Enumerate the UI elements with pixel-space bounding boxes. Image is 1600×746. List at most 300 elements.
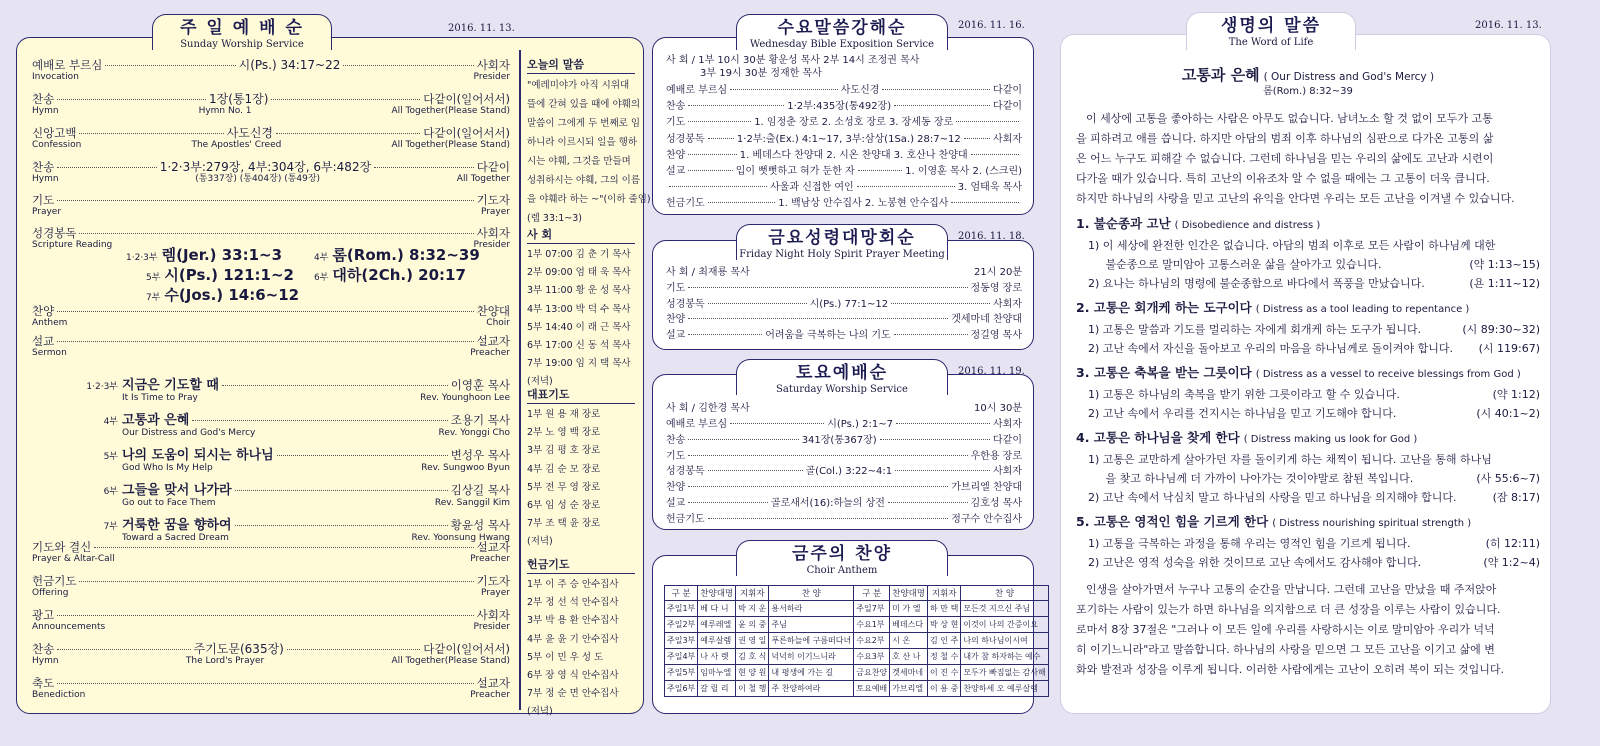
sunday-order [32, 56, 510, 706]
leader-dots [708, 470, 803, 471]
life-point-item [1076, 255, 1540, 274]
friday-tab [736, 224, 948, 260]
sat-item-content: 시(Ps.) 2:1~7 [827, 419, 893, 430]
wed-item-content: 사도신경 [840, 85, 880, 96]
todays-word-line: 성취하시는 야훼, 그의 이름 [527, 175, 641, 186]
sunday-anthem-line [32, 304, 510, 318]
presiders-line: 6부 17:00 신 동 석 목사 [527, 340, 631, 352]
life-point [1076, 511, 1540, 572]
sunday-item-content-english: (통337장) (통404장) (통49장) [195, 174, 321, 184]
leader-dots [57, 649, 190, 650]
wednesday-title: 수요말씀강해순 [777, 18, 907, 38]
life-point-title: 5. 고통은 영적인 힘을 기르게 한다 [1076, 514, 1269, 529]
sunday-item [32, 193, 510, 218]
fri-presider: 사 회 / 최재룡 목사 [666, 267, 750, 278]
wed-item-label: 성경봉독 [666, 133, 705, 145]
sunday-item-label: 신앙고백 [32, 126, 77, 140]
paragraph-line: 하지만 하나님의 사랑을 믿고 고난의 유익을 안다면 우리는 모든 고난을 이겨낼 수 있습니다. [1076, 192, 1515, 205]
scripture-reading [126, 244, 282, 265]
todays-word [527, 56, 651, 228]
wed-item-label: 헌금기도 [666, 198, 705, 210]
sunday-sermon [32, 334, 510, 359]
wed-item-content: 1·2부:435장(통492장) [787, 101, 892, 113]
leader-dots [708, 202, 776, 203]
paragraph-line: 인생을 살아가면서 누구나 고통의 순간을 만납니다. 그런데 고난을 만났을 때 주저앉아 [1086, 583, 1497, 596]
sat-item-role: 다같이 [993, 434, 1022, 446]
life-point [1076, 427, 1540, 507]
sat-item [666, 434, 1022, 448]
representative-prayer-title: 대표기도 [527, 386, 635, 404]
sat-item-role: 사회자 [993, 466, 1023, 478]
sunday-item-label: 예배로 부르심 [32, 58, 103, 72]
anthem-cell: 윤 의 중 [736, 617, 769, 633]
anthem-cell: 내가 참 하자하는 예수 [961, 649, 1048, 665]
offering-prayer-title: 헌금기도 [527, 556, 635, 574]
leader-dots [708, 138, 734, 139]
life-title: 생명의 말씀 [1220, 16, 1322, 36]
anthem-cell: 수요1부 [854, 617, 890, 633]
anthem-cell: 넉넉히 이기느니라 [769, 649, 854, 665]
anthem-cell: 수요2부 [854, 633, 890, 649]
sunday-item-label: 찬송 [32, 160, 55, 174]
table-row [665, 601, 1049, 617]
wed-item-role: 다같이 [993, 101, 1023, 113]
offering-prayer-line: 2부 정 선 석 안수집사 [527, 597, 619, 609]
life-point-ref: (시 89:30~32) [1462, 323, 1540, 336]
life-point-ref: (잠 8:17) [1492, 491, 1540, 504]
sunday-date: 2016. 11. 13. [448, 23, 515, 34]
life-point-ref: (사 55:6~7) [1476, 472, 1540, 485]
anthem-cell: 나 사 렛 [698, 649, 736, 665]
representative-prayer-line: 4부 김 순 모 장로 [527, 463, 601, 475]
anthem-cell: 박 지 운 [736, 601, 769, 617]
wed-item-label: 기도 [666, 117, 686, 129]
anthem-cell: 주일2부 [665, 617, 698, 633]
sunday-item-line [32, 540, 510, 554]
sat-item [666, 450, 1022, 464]
presiders-line: (저녁) [527, 376, 553, 388]
offering-prayer-line: (저녁) [527, 706, 553, 718]
wed-item-label: 찬송 [666, 101, 686, 113]
sermon-title: 나의 도움이 되시는 하나님 [122, 448, 274, 463]
sat-item [666, 465, 1022, 479]
leader-dots [105, 65, 235, 66]
sunday-item-line [32, 676, 510, 690]
sat-item-role: 정구수 안수집사 [951, 513, 1022, 525]
paragraph-line: 로마서 8장 37절은 "그러나 이 모든 일에 우리를 사랑하시는 이로 말미암아 우리가 넉넉 [1076, 623, 1495, 636]
life-point-text: 1) 이 세상에 완전한 인간은 없습니다. 아담의 범죄 이후로 모든 사람이 하나님께 대한 [1088, 239, 1496, 252]
table-row [665, 649, 1049, 665]
friday-subtitle: Friday Night Holy Spirit Prayer Meeting [739, 249, 945, 260]
fri-item-label: 기도 [666, 283, 686, 294]
sermon-part: 4부 [103, 417, 118, 427]
fri-time: 21시 20분 [974, 267, 1022, 278]
life-point-ref: (약 1:12) [1492, 388, 1540, 401]
sunday-item-role-english: Preacher [470, 554, 510, 564]
friday-title: 금요성령대망회순 [768, 228, 916, 248]
scripture-ref: 렘(Jer.) 33:1~3 [161, 246, 283, 264]
sermon-part: 1·2·3부 [86, 382, 118, 392]
sunday-item-line [32, 160, 510, 174]
sunday-item-sub [32, 622, 510, 633]
anthem-tab [736, 540, 948, 576]
leader-dots [730, 423, 824, 424]
life-point-heading [1076, 297, 1540, 320]
leader-dots [688, 287, 967, 288]
scripture-ref: 대하(2Ch.) 20:17 [332, 266, 466, 284]
offering-prayer-line: 6부 장 영 식 안수집사 [527, 670, 619, 682]
leader-dots [688, 334, 762, 335]
anthem-cell: 주일6부 [665, 681, 698, 697]
scripture-part: 4부 [314, 253, 329, 263]
leader-dots [57, 341, 473, 342]
todays-word-line: 말씀이 그에게 두 번째로 임 [527, 118, 641, 129]
life-point-item [1076, 404, 1540, 423]
presiders-line: 4부 13:00 박 덕 수 목사 [527, 303, 631, 315]
sunday-item-sub [32, 588, 510, 599]
scripture-reading [146, 284, 299, 305]
leader-dots [57, 683, 473, 684]
leader-dots [57, 311, 473, 312]
paragraph-line: 은 어느 누구도 피해갈 수 없습니다. 그런데 하나님을 믿는 우리의 삶에도 고난과 시련이 [1076, 152, 1494, 165]
saturday-title: 토요예배순 [795, 363, 889, 383]
paragraph-line: 이 세상에 고통을 좋아하는 사람은 아무도 없습니다. 남녀노소 할 것 없이 모두가 고통 [1086, 112, 1493, 125]
sermon-title-english: Toward a Sacred Dream [122, 533, 229, 543]
scripture-part: 1·2·3부 [126, 253, 158, 263]
sermon-title: 지금은 기도할 때 [122, 378, 219, 393]
sat-presider: 사 회 / 김한경 목사 [666, 403, 750, 414]
paragraph-line: 다가올 때가 있습니다. 특히 고난의 이유조차 알 수 없을 때에는 그 고통이 더욱 큽니다. [1076, 172, 1490, 185]
life-point-text: 을 찾고 하나님께 더 가까이 나아가는 것이야말로 참된 복입니다. [1088, 472, 1414, 485]
sunday-item-role-english: Prayer [480, 588, 510, 598]
leader-dots [235, 490, 448, 491]
wed-item-label: 예배로 부르심 [666, 85, 728, 96]
life-tab [1186, 12, 1356, 50]
wednesday-date: 2016. 11. 16. [958, 20, 1025, 31]
life-point-title: 4. 고통은 하나님을 찾게 한다 [1076, 430, 1240, 445]
sunday-sermon-sub [32, 348, 510, 359]
sunday-item-label: 기도 [32, 193, 55, 207]
anthem-header: 지휘자 [928, 586, 961, 601]
paragraph-line: 포기하는 사람이 있는가 하면 하나님을 의지함으로 더 큰 성장을 이루는 사람이 있습니다. [1076, 603, 1501, 616]
sat-item-role: 우한용 장로 [970, 450, 1022, 462]
scripture-reading [314, 264, 466, 285]
sunday-item [32, 160, 510, 185]
leader-dots [57, 167, 157, 168]
sunday-item-line [32, 126, 510, 140]
leader-dots [857, 186, 955, 187]
sunday-item-label: 광고 [32, 608, 55, 622]
sunday-item-role: 다같이(일어서서) [423, 642, 511, 656]
wed-item-role: 1. 이영훈 목사 2. (스크린) [905, 166, 1023, 177]
anthem-cell: 현 양 원 [736, 665, 769, 681]
life-point-english: ( Distress making us look for God ) [1243, 434, 1418, 445]
sat-item-label: 찬송 [666, 434, 686, 446]
sunday-item [32, 58, 510, 83]
leader-dots [57, 200, 473, 201]
presiders-line: 5부 14:40 이 래 근 목사 [527, 321, 631, 333]
anthem-header-row [665, 586, 1049, 601]
anthem-cell: 권 영 일 [736, 633, 769, 649]
todays-word-line: 시는 야훼, 그것을 만들며 [527, 156, 631, 167]
life-point-item [1076, 450, 1540, 469]
sat-item-label: 찬양 [666, 482, 686, 494]
sunday-item-role-english: Prayer [480, 207, 510, 217]
sermon-preacher: 조용기 목사 [450, 413, 510, 427]
leader-dots [708, 303, 807, 304]
sunday-item-role: 다같이 [476, 160, 511, 174]
scripture-part: 5부 [146, 273, 161, 283]
leader-dots [880, 439, 990, 440]
life-sermon-english: ( Our Distress and God's Mercy ) [1263, 71, 1435, 83]
life-point-ref: (욘 1:11~12) [1469, 277, 1540, 290]
leader-dots [79, 133, 223, 134]
sermon-preacher: 변성우 목사 [450, 448, 510, 462]
sunday-sermon-role: 설교자 [476, 334, 510, 348]
anthem-cell: 예루살렘 [698, 633, 736, 649]
fri-item-role: 정길영 목사 [970, 329, 1022, 341]
life-point-text: 1) 고통을 극복하는 과정을 통해 우리는 영적인 힘을 기르게 됩니다. [1088, 537, 1411, 550]
sunday-sermon-role-english: Preacher [470, 348, 510, 358]
wednesday-tab [736, 14, 948, 50]
anthem-cell: 박 상 현 [928, 617, 961, 633]
sat-item [666, 497, 1022, 511]
fri-item-role: 겟세마네 찬양대 [951, 314, 1022, 325]
sunday-item-line [32, 574, 510, 588]
leader-dots [688, 154, 736, 155]
anthem-cell: 주일7부 [854, 601, 890, 617]
sunday-item-sub [32, 207, 510, 218]
leader-dots [891, 303, 990, 304]
wednesday-presiders-2: 3부 19시 30분 정재한 목사 [700, 68, 822, 79]
sunday-sermon-label: 설교 [32, 334, 55, 348]
representative-prayer-line: 2부 노 영 백 장로 [527, 427, 601, 439]
sunday-item [32, 608, 510, 633]
life-point-item [1076, 469, 1540, 488]
anthem-header: 찬양대명 [698, 586, 736, 601]
sat-item-label: 설교 [666, 498, 686, 509]
life-point-ref: (시 40:1~2) [1476, 407, 1540, 420]
offering-prayer-line: 1부 이 주 승 안수집사 [527, 579, 619, 590]
table-row [665, 633, 1049, 649]
sermon-preacher: 황윤성 목사 [450, 518, 510, 532]
wed-item-content: 입이 뻣뻣하고 혀가 둔한 자 [735, 166, 855, 177]
scripture-reading [146, 264, 294, 285]
fri-item [666, 298, 1022, 312]
fri-item-label: 설교 [666, 329, 686, 341]
representative-prayer-line: 5부 전 무 영 장로 [527, 481, 601, 493]
wed-item [666, 116, 1022, 130]
leader-dots [192, 420, 447, 421]
presiders [527, 226, 635, 392]
sunday-item-sub [32, 174, 510, 185]
sermon-title: 그들을 맞서 나가라 [122, 483, 232, 498]
friday-date: 2016. 11. 18. [958, 231, 1025, 242]
sermon-title-english: It Is Time to Pray [122, 393, 198, 403]
sunday-item-role-english: Presider [473, 622, 510, 632]
life-point-heading [1076, 213, 1540, 236]
leader-dots [57, 615, 473, 616]
representative-prayer [527, 386, 635, 552]
sat-item-content: 골로새서(16):하늘의 상전 [770, 498, 885, 509]
sunday-item-english: Hymn [32, 106, 59, 116]
sunday-item-line [32, 193, 510, 207]
life-point-ref: (히 12:11) [1485, 537, 1540, 550]
anthem-cell: 베 다 니 [698, 601, 736, 617]
anthem-cell: 주일3부 [665, 633, 698, 649]
paragraph-line: 화와 발전과 성장을 이루게 됩니다. 이러한 사람에게는 고난이 오히려 복이 되는 것입니다. [1076, 663, 1504, 676]
anthem-cell: 내 평생에 가는 길 [769, 665, 854, 681]
sunday-item-label: 헌금기도 [32, 574, 77, 588]
sunday-sidebar [527, 56, 651, 718]
sunday-item-label: 기도와 결신 [32, 540, 92, 554]
sunday-item-role-english: Presider [473, 240, 510, 250]
leader-dots [971, 154, 1019, 155]
anthem-cell: 겟세마네 [890, 665, 928, 681]
sunday-sermon-line [32, 334, 510, 348]
sunday-item-role-english: All Together(Please Stand) [391, 106, 510, 116]
anthem-cell: 주일4부 [665, 649, 698, 665]
representative-prayer-line: 7부 조 택 윤 장로 [527, 518, 601, 530]
leader-dots [688, 502, 768, 503]
leader-dots [894, 105, 990, 106]
fri-item-label: 성경봉독 [666, 298, 705, 310]
presiders-line: 1부 07:00 김 춘 기 목사 [527, 249, 631, 260]
sat-time: 10시 30분 [974, 403, 1022, 414]
life-point-item [1076, 488, 1540, 507]
leader-dots [688, 105, 784, 106]
sat-item-role: 가브리엘 찬양대 [951, 482, 1022, 494]
leader-dots [688, 486, 948, 487]
wed-item [666, 84, 1022, 98]
leader-dots [896, 423, 990, 424]
sunday-item [32, 92, 510, 117]
todays-word-line: 하니라 이르시되 일을 행하 [527, 137, 638, 148]
sunday-item-content: 1·2·3부:279장, 4부:304장, 6부:482장 [159, 160, 372, 174]
representative-prayer-line: 3부 김 평 호 장로 [527, 445, 601, 457]
wed-item-role: 사회자 [993, 133, 1023, 145]
sermon-preacher-english: Rev. Sungwoo Byun [421, 463, 510, 473]
sunday-item-content: 사도신경 [226, 126, 274, 140]
sunday-anthem-label: 찬양 [32, 304, 55, 318]
sunday-item-content: 주기도문(635장) [193, 642, 284, 656]
wed-item [666, 133, 1022, 147]
sunday-anthem-sub [32, 318, 510, 329]
sat-item [666, 418, 1022, 432]
todays-word-title: 오늘의 말씀 [527, 56, 635, 74]
fri-item-content: 어려움을 극복하는 나의 기도 [765, 329, 891, 341]
fri-item-role: 사회자 [993, 298, 1023, 310]
life-sermon-heading [1076, 64, 1540, 85]
sunday-item-role-english: Preacher [470, 690, 510, 700]
wed-item-role: 3. 엄태욱 목사 [957, 182, 1022, 194]
anthem-cell: 이것이 나의 간증이요 [961, 617, 1048, 633]
sunday-item-role-english: Presider [473, 72, 510, 82]
wed-item-label: 찬양 [666, 149, 686, 161]
scripture-ref: 수(Jos.) 14:6~12 [164, 286, 300, 304]
sunday-item-label: 찬송 [32, 92, 55, 106]
leader-dots [888, 502, 968, 503]
anthem-cell: 용서하라 [769, 601, 854, 617]
wed-item-content: 1. 백남상 안수집사 2. 노봉현 안수집사 [778, 198, 949, 210]
sunday-item [32, 540, 510, 565]
life-point-text: 2) 고난 속에서 낙심치 말고 하나님의 사랑을 믿고 하나님을 의지해야 합니다. [1088, 491, 1457, 504]
sunday-item-role: 사회자 [476, 608, 510, 622]
life-point-text: 1) 고통은 하나님의 축복을 받기 위한 그릇이라고 할 수 있습니다. [1088, 388, 1400, 401]
saturday-date: 2016. 11. 19. [958, 366, 1025, 377]
life-point-text: 불순종으로 말미암아 고통스러운 삶을 살아가고 있습니다. [1088, 258, 1382, 271]
scripture-reading [314, 244, 480, 265]
sunday-item-label: 찬송 [32, 642, 55, 656]
anthem-cell: 주일5부 [665, 665, 698, 681]
leader-dots [688, 439, 798, 440]
wednesday-order [666, 54, 1022, 210]
offering-prayer-line: 3부 박 용 환 안수집사 [527, 615, 619, 627]
paragraph-line: 히 이기느니라"라고 말씀합니다. 하나님의 사랑을 믿으면 그 모든 고난을 이기고 삶에 변 [1076, 643, 1495, 656]
saturday-subtitle: Saturday Worship Service [776, 384, 908, 395]
presiders-title: 사 회 [527, 226, 635, 244]
leader-dots [57, 99, 206, 100]
representative-prayer-line: 1부 원 용 재 장로 [527, 409, 601, 420]
fri-item [666, 329, 1022, 343]
sermon-preacher-english: Rev. Younghoon Lee [420, 393, 510, 403]
leader-dots [964, 138, 990, 139]
fri-item [666, 282, 1022, 296]
sermon-entry [70, 409, 510, 439]
sunday-item-role: 사회자 [476, 58, 511, 72]
life-point-title: 1. 불순종과 고난 [1076, 216, 1171, 231]
sunday-item-english: Offering [32, 588, 69, 598]
leader-dots [79, 581, 473, 582]
leader-dots [882, 89, 990, 90]
anthem-cell: 호 산 나 [890, 649, 928, 665]
sunday-item-english: Prayer [32, 207, 62, 217]
sunday-item-english: Invocation [32, 72, 79, 82]
leader-dots [343, 65, 473, 66]
wed-item-content: 1. 임정춘 장로 2. 소성호 장로 3. 장세동 장로 [754, 117, 954, 129]
anthem-cell: 모두가 빠짐없는 감사해 [961, 665, 1048, 681]
sunday-item-sub [32, 106, 510, 117]
life-reference: 롬(Rom.) 8:32~39 [1263, 86, 1353, 97]
life-point [1076, 362, 1540, 423]
sunday-item [32, 676, 510, 701]
sermon-title-english: Go out to Face Them [122, 498, 216, 508]
scripture-part: 6부 [314, 273, 329, 283]
sermon-entry [70, 374, 510, 404]
leader-dots [79, 233, 473, 234]
anthem-cell: 예루레엘 [698, 617, 736, 633]
life-point-ref: (약 1:2~4) [1483, 556, 1540, 569]
scripture-ref: 시(Ps.) 121:1~2 [164, 266, 294, 284]
sermon-title-english: God Who Is My Help [122, 463, 213, 473]
todays-word-line: (렘 33:1~3) [527, 213, 582, 224]
wed-item [666, 181, 1022, 195]
sunday-item-sub [32, 656, 510, 667]
life-point [1076, 213, 1540, 293]
sunday-item-line [32, 226, 510, 240]
wed-item [666, 149, 1022, 163]
leader-dots [858, 170, 902, 171]
leader-dots [374, 167, 474, 168]
sat-item-label: 예배로 부르심 [666, 419, 728, 430]
anthem-header: 구 분 [854, 586, 890, 601]
anthem-header: 지휘자 [736, 586, 769, 601]
life-point-item [1076, 339, 1540, 358]
leader-dots [688, 455, 967, 456]
anthem-subtitle: Choir Anthem [806, 565, 878, 576]
sermon-part: 6부 [103, 487, 118, 497]
life-point-title: 3. 고통은 축복을 받는 그릇이다 [1076, 365, 1252, 380]
